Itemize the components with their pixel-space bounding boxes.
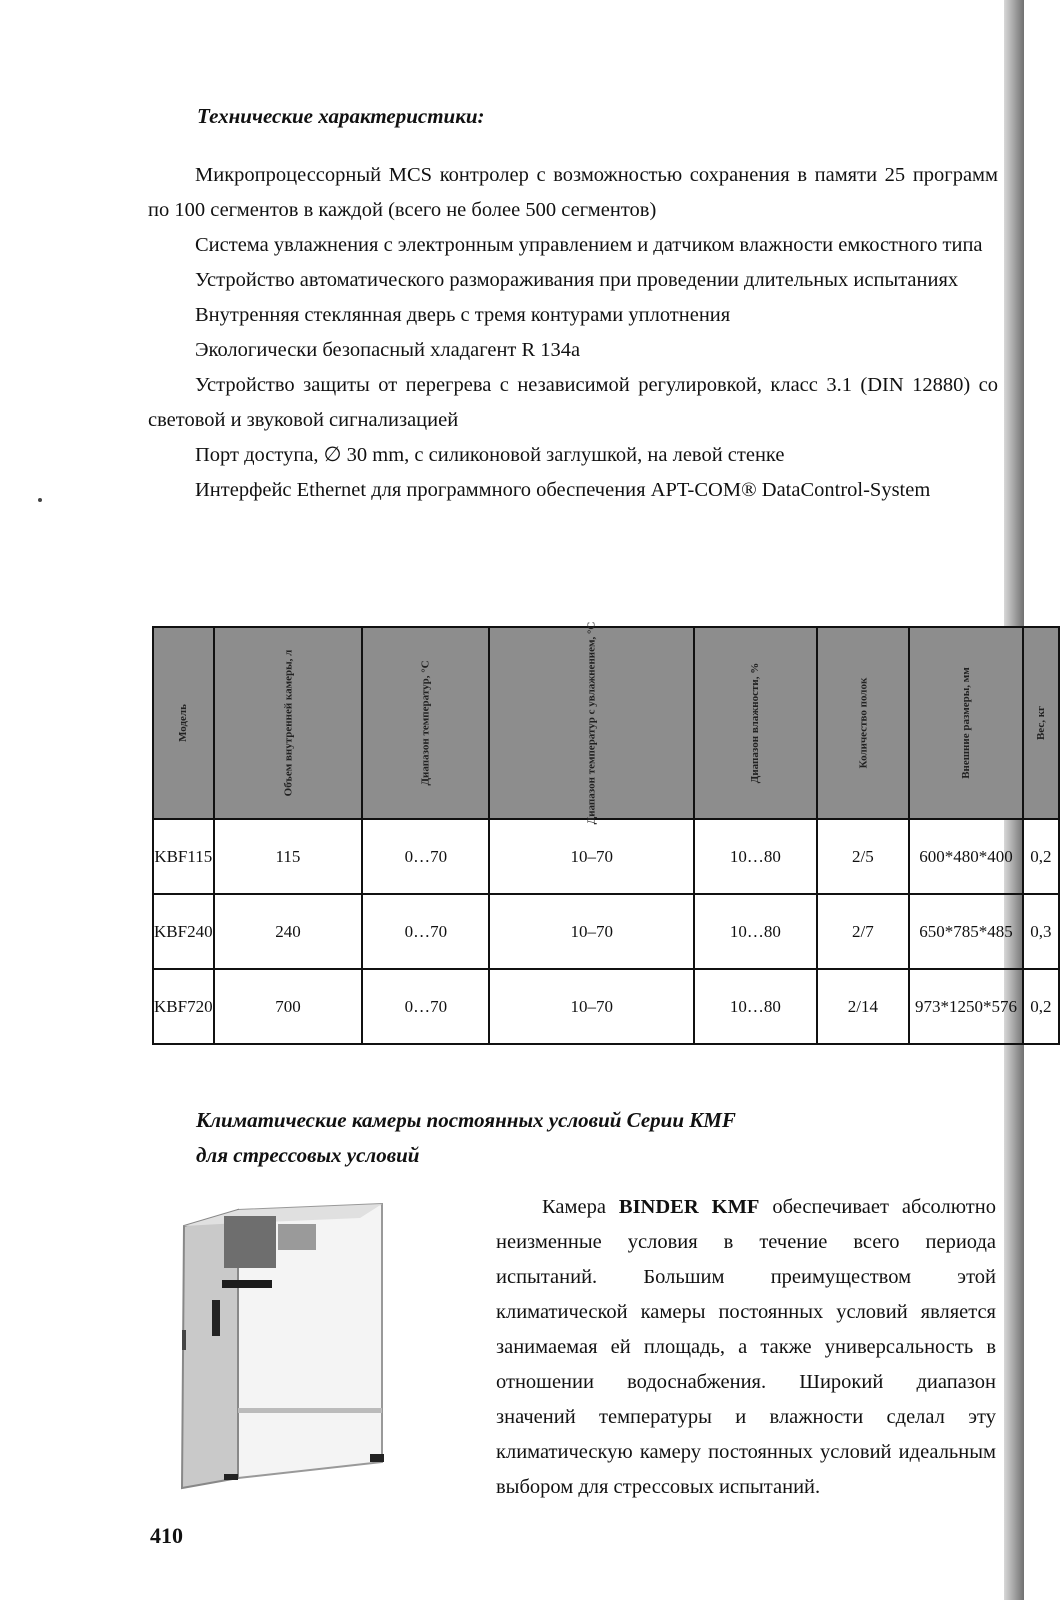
table-cell: KBF720 [153,969,214,1044]
table-cell: 10…80 [694,894,816,969]
table-cell: 0,2 [1023,819,1059,894]
table-cell: 10…80 [694,819,816,894]
kmf-description [496,1190,996,1505]
spec-item: Экологически безопасный хладагент R 134a [195,339,581,361]
spec-item: Микропроцессорный MCS контролер с возможностью сохранения в памяти 25 программ по 100 сегментов в каждой (всего не более 500 сегментов) [148,164,998,221]
kmf-body: обеспечивает абсолютно неизменные условия в течение всего периода испытаний. Большим преимуществом этой климатической камеры постоянных условий является занимаемая ей площадь, а также универсальность в отношении водоснабжения. Широкий диапазон значений температуры и влажности сделал эту климатическую камеру постоянных условий идеальным выбором для стрессовых испытаний. [496,1196,996,1498]
kmf-heading-line1: Климатические камеры постоянных условий Серии KMF [196,1108,736,1132]
table-cell: 700 [214,969,363,1044]
specs-list [148,158,998,508]
table-cell: 600*480*400 [909,819,1023,894]
header-cell: Количество полок [817,627,910,819]
speck [38,498,42,502]
table-cell: 0…70 [362,819,489,894]
spec-item: Устройство автоматического размораживания при проведении длительных испытаниях [195,269,959,291]
page-number: 410 [150,1523,183,1548]
table-cell: 0…70 [362,894,489,969]
table-cell: KBF115 [153,819,214,894]
spec-item: Система увлажнения с электронным управлением и датчиком влажности емкостного типа [195,234,983,256]
header-cell: Объем внутренней камеры, л [214,627,363,819]
table-cell: 115 [214,819,363,894]
header-cell: Диапазон температур с увлажнением, °С [489,627,694,819]
header-cell: Модель [153,627,214,819]
table-cell: KBF240 [153,894,214,969]
specs-table [152,621,1060,1045]
table-cell: 2/14 [817,969,910,1044]
kmf-heading-line2: для стрессовых условий [196,1143,420,1167]
spec-item: Интерфейс Ethernet для программного обеспечения APT-COM® DataControl-System [195,479,931,501]
table-cell: 0,2 [1023,969,1059,1044]
table-cell: 10–70 [489,894,694,969]
spec-item: Внутренняя стеклянная дверь с тремя контурами уплотнения [195,304,731,326]
header-cell: Диапазон влажности, % [694,627,816,819]
kmf-intro: Камера [542,1196,619,1218]
header-cell: Вес, кг [1023,627,1059,819]
header-cell: Внешние размеры, мм [909,627,1023,819]
table-cell: 10–70 [489,969,694,1044]
table-cell: 10…80 [694,969,816,1044]
table-row [153,969,1059,1044]
table-cell: 2/7 [817,894,910,969]
table-cell: 2/5 [817,819,910,894]
table-cell: 240 [214,894,363,969]
header-cell: Диапазон температур, °С [362,627,489,819]
table-row [153,894,1059,969]
table-cell: 650*785*485 [909,894,1023,969]
table-cell: 10–70 [489,819,694,894]
kmf-brand: BINDER KMF [618,1196,760,1218]
table-cell: 0,3 [1023,894,1059,969]
spec-item: Порт доступа, ∅ 30 mm, с силиконовой заглушкой, на левой стенке [195,444,785,466]
climate-chamber-image [160,1196,430,1496]
table-header-row [153,627,1059,819]
table-cell: 0…70 [362,969,489,1044]
table-cell: 973*1250*576 [909,969,1023,1044]
spec-item: Устройство защиты от перегрева с независимой регулировкой, класс 3.1 (DIN 12880) со световой и звуковой сигнализацией [148,374,998,431]
specs-heading: Технические характеристики: [197,104,485,128]
table-row [153,819,1059,894]
